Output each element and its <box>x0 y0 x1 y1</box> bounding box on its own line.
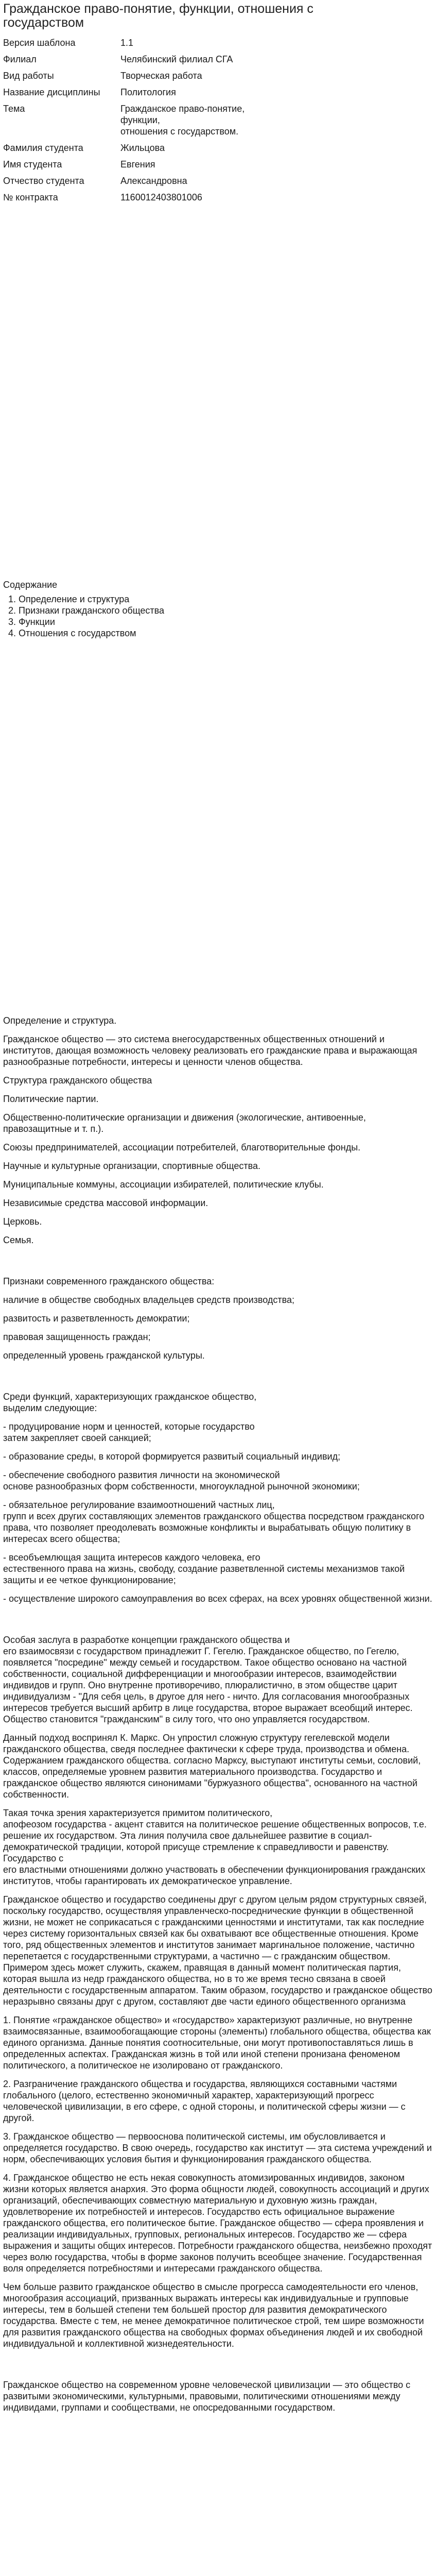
metadata-row <box>3 70 363 81</box>
body-paragraph: Гражданское общество и государство соединены друг с другом целым рядом структурных связей, поскольку государство, осуществляя управленческо-посреднические функции в общественной жизни, не может не соприкасаться с гражданскими ценностями и институтами, так как последние через систему горизонтальных связей как бы охватывают все общественные отношения. Кроме того, ряд общественных элементов и институтов занимает маргинальное положение, частично перепетается с государственными структурами, а частично — с гражданским обществом. Примером здесь может служить, скажем, правящая в данный момент политическая партия, которая вышла из недр гражданского общества, но в то же время тесно связана в своей деятельности с государственным аппаратом. Таким образом, государство и гражданское общество неразрывно связаны друг с другом, составляют две части единого общественного организма <box>3 1894 432 2007</box>
metadata-label: Отчество студента <box>3 176 84 186</box>
body-paragraph: Среди функций, характеризующих гражданское общество, выделим следующие: <box>3 1392 257 1413</box>
body-paragraph: 4. Гражданское общество не есть некая совокупность атомизированных индивидов, законом жизни которых является анархия. Это форма общности людей, совокупность ассоциаций и других организаций, обеспечивающих совместную материальную и духовную жизнь граждан, удовлетворение их потребностей и интересов. Государство есть официальное выражение гражданского общества, его политическое бытие. Гражданское общество — сфера проявления и реализации индивидуальных, групповых, региональных интересов. Государство же — сфера выражения и защиты общих интересов. Потребности гражданского общества, неизбежно проходят через волю государства, чтобы в форме законов получить всеобщее значение. Государственная воля определяется потребностями и интересами гражданского общества. <box>3 2173 432 2274</box>
body-paragraph: Семья. <box>3 1235 34 1245</box>
metadata-value <box>120 192 357 203</box>
metadata-value <box>120 103 357 137</box>
body-paragraph: Чем больше развито гражданское общество в смысле прогресса самодеятельности его членов, многообразия ассоциаций, призванных выражать интересы как индивидуальные и групповые интересы, тем в большей степени тем большей простор для развития демократического государства. Вместе с тем, не менее демократичное политическое строй, тем шире возможности для развития гражданского общества на свободных формах объединения людей и их свободной индивидуальной и коллективной жизнедеятельности. <box>3 2282 424 2349</box>
table-of-contents <box>3 579 363 639</box>
metadata-value <box>120 70 357 81</box>
metadata-row <box>3 192 363 203</box>
body-paragraph: 2. Разграничение гражданского общества и государства, являющихся составными частями глобального (целого, естественно экономичный характер, характеризующий прогресс человеческой цивилизации, в его сфере, с одной стороны, и политической сферы жизни — с другой. <box>3 2079 406 2123</box>
metadata-label: Вид работы <box>3 71 54 81</box>
metadata-value-line: Творческая работа <box>120 71 202 81</box>
metadata-value <box>120 159 357 170</box>
metadata-value-line: Челябинский филиал СГА <box>120 54 233 64</box>
metadata-value-line: 1.1 <box>120 38 134 48</box>
metadata-label: Тема <box>3 104 25 114</box>
body-paragraph: Политические партии. <box>3 1094 99 1104</box>
body-paragraph: Союзы предпринимателей, ассоциации потребителей, благотворительные фонды. <box>3 1142 361 1153</box>
metadata-label: № контракта <box>3 192 58 202</box>
metadata-row <box>3 142 363 154</box>
metadata-value <box>120 87 357 98</box>
body-paragraph: - осуществление широкого самоуправления во всех сферах, на всех уровнях общественной жизни. <box>3 1594 432 1604</box>
metadata-value-line: отношения с государством. <box>120 126 239 137</box>
body-paragraph: Определение и структура. <box>3 1015 117 1026</box>
body-paragraph: Гражданское общество — это система внегосударственных общественных отношений и институтов, дающая возможность человеку реализовать его гражданские права и выражающая разнообразные потребности, интересы и ценности членов общества. <box>3 1034 417 1067</box>
metadata-label: Версия шаблона <box>3 38 76 48</box>
contents-heading: Содержание <box>3 580 58 590</box>
body-paragraph: Муниципальные коммуны, ассоциации избирателей, политические клубы. <box>3 1179 324 1190</box>
contents-item: 4. Отношения с государством <box>19 628 363 639</box>
body-paragraph: Признаки современного гражданского общества: <box>3 1276 215 1286</box>
metadata-value-line: Евгения <box>120 159 155 170</box>
body-paragraph: Гражданское общество на современном уровне человеческой цивилизации — это общество с развитыми экономическими, культурными, правовыми, политическими отношениями между индивидами, группами и сообществами, не опосредованными государством. <box>3 2380 411 2413</box>
metadata-value <box>120 37 357 48</box>
metadata-value-line: 1160012403801006 <box>120 192 202 202</box>
body-paragraph: определенный уровень гражданской культуры. <box>3 1350 205 1361</box>
body-paragraph: правовая защищенность граждан; <box>3 1332 151 1342</box>
metadata-row <box>3 103 363 137</box>
contents-item: 1. Определение и структура <box>19 594 363 605</box>
body-paragraph: Особая заслуга в разработке концепции гражданского общества и его взаимосвязи с государством принадлежит Г. Гегелю. Гражданское общество, по Гегелю, появляется "посредине" между семьей и государством. Такое общество основано на частной собственности, социальной дифференциации и многообразии интересов, взаимодействии индивидов и групп. Оно внутренне противоречиво, плюралистично, в этом обществе царит индивидуализм - "Для себя цель, в другое для него - ничто. Для согласования многообразных интересов требуется высший арбитр в лице государства, второе выражает всеобщий интерес. Общество становится "гражданским" в силу того, что оно управляется государством. <box>3 1635 413 1724</box>
metadata-value-line: Гражданское право-понятие, <box>120 104 245 114</box>
metadata-label: Название дисциплины <box>3 87 100 97</box>
body-paragraph: развитость и разветвленность демократии; <box>3 1313 190 1324</box>
body-paragraph: Независимые средства массовой информации. <box>3 1198 208 1208</box>
metadata-value-line: функции, <box>120 115 160 125</box>
body-paragraph: Такая точка зрения характеризуется примитом политического, апофеозом государства - акцент ставится на политическое решение общественных вопросов, т.е. решение их государством. Эта линия получила свое дальнейшее развитие в социал-демократической традиции, которой присуще стремление к справедливости и равенству. Государство с его властными отношениями должно участвовать в обеспечении функционирования гражданских институтов, чтобы гарантировать их демократическое управление. <box>3 1808 427 1886</box>
metadata-value-line: Политология <box>120 87 176 97</box>
body-paragraph: Церковь. <box>3 1216 42 1227</box>
body-paragraph: - образование среды, в которой формируется развитый социальный индивид; <box>3 1451 341 1462</box>
metadata-value-line: Александровна <box>120 176 187 186</box>
metadata-row <box>3 87 363 98</box>
body-paragraph: Научные и культурные организации, спортивные общества. <box>3 1161 260 1171</box>
body-paragraph: Общественно-политические организации и движения (экологические, антивоенные, правозащитные и т. п.). <box>3 1112 366 1134</box>
body-paragraph: 3. Гражданское общество — первооснова политической системы, им обусловливается и определяется государство. В свою очередь, государство как институт — эта система учреждений и норм, обеспечивающих условия бытия и функционирования гражданского общества. <box>3 2131 432 2164</box>
metadata-label: Филиал <box>3 54 37 64</box>
document-title: Гражданское право-понятие, функции, отношения с государством <box>3 2 313 30</box>
metadata-row <box>3 54 363 65</box>
body-paragraph: - обеспечение свободного развития личности на экономической основе разнообразных форм собственности, многоукладной рыночной экономики; <box>3 1470 360 1492</box>
metadata-label: Имя студента <box>3 159 62 170</box>
metadata-value <box>120 142 357 154</box>
contents-item: 2. Признаки гражданского общества <box>19 605 363 616</box>
contents-item: 3. Функции <box>19 616 363 628</box>
metadata-value <box>120 175 357 187</box>
body-paragraph: - продуцирование норм и ценностей, которые государство затем закрепляет своей санкцией; <box>3 1421 255 1443</box>
body-paragraph: - обязательное регулирование взаимоотношений частных лиц, групп и всех других составляющих элементов гражданского общества посредством гражданского права, что позволяет преодолевать возможные конфликты и вырабатывать общую политику в интересах всего общества; <box>3 1500 425 1544</box>
metadata-table <box>3 37 363 208</box>
metadata-row <box>3 175 363 187</box>
metadata-row <box>3 37 363 48</box>
document-body <box>3 1015 433 2420</box>
metadata-row <box>3 159 363 170</box>
body-paragraph: Структура гражданского общества <box>3 1075 152 1086</box>
metadata-value-line: Жильцова <box>120 143 165 153</box>
contents-list <box>3 594 363 639</box>
body-paragraph: 1. Понятие «гражданское общество» и «государство» характеризуют различные, но внутренне взаимосвязанные, взаимообогащающие стороны (элементы) глобального общества, общества как единого организма. Данные понятия соотносительные, они могут противопоставляться лишь в определенных аспектах. Гражданская жизнь в той или иной степени пронизана феноменом политического, а политическое не изолировано от гражданского. <box>3 2015 431 2071</box>
metadata-value <box>120 54 357 65</box>
metadata-label: Фамилия студента <box>3 143 83 153</box>
body-paragraph: - всеобъемлющая защита интересов каждого человека, его естественного права на жизнь, свободу, создание разветвленной системы механизмов такой защиты и ее четкое функционирование; <box>3 1552 405 1585</box>
body-paragraph: наличие в обществе свободных владельцев средств производства; <box>3 1295 294 1305</box>
body-paragraph: Данный подход воспринял К. Маркс. Он упростил сложную структуру гегелевской модели гражданского общества, сведя последнее фактически к сфере труда, производства и обмена. Содержанием гражданского общества. согласно Марксу, выступают институты семьи, сословий, классов, определяемые уровнем развития материального производства. Государство и гражданское общество являются синонимами "буржуазного общества", основанного на частной собственности. <box>3 1733 421 1800</box>
